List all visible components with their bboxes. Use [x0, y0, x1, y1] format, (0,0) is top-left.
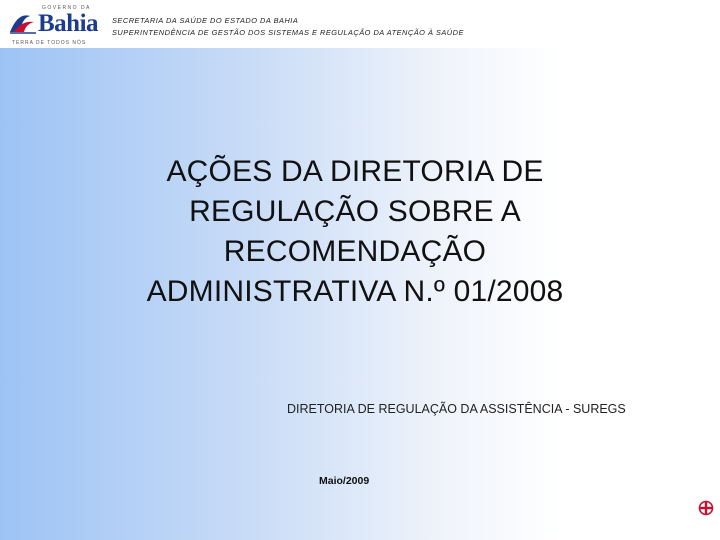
logo-wordmark: Bahia	[38, 10, 99, 37]
title-line-4: ADMINISTRATIVA N.º 01/2008	[146, 275, 564, 308]
header-secretaria: SECRETARIA DA SAÚDE DO ESTADO DA BAHIA	[112, 16, 299, 25]
logo-top-text: GOVERNO DA	[42, 5, 91, 11]
header-superintendencia: SUPERINTENDÊNCIA DE GESTÃO DOS SISTEMAS E REGULAÇÃO DA ATENÇÃO À SAÚDE	[112, 28, 464, 37]
slide-subtitle: DIRETORIA DE REGULAÇÃO DA ASSISTÊNCIA - SUREGS	[287, 402, 626, 416]
slide-title	[90, 152, 620, 312]
logo-tagline: TERRA DE TODOS NÓS	[12, 40, 87, 46]
title-line-3: RECOMENDAÇÃO	[223, 235, 487, 268]
bahia-state-logo-icon	[8, 8, 38, 38]
bahia-logo	[8, 4, 104, 46]
title-line-2: REGULAÇÃO SOBRE A	[189, 195, 521, 228]
header-text	[112, 15, 464, 39]
title-line-1: AÇÕES DA DIRETORIA DE	[166, 155, 544, 188]
red-cross-emblem-icon	[698, 500, 714, 516]
slide-date: Maio/2009	[319, 475, 370, 487]
slide-header	[0, 0, 720, 48]
